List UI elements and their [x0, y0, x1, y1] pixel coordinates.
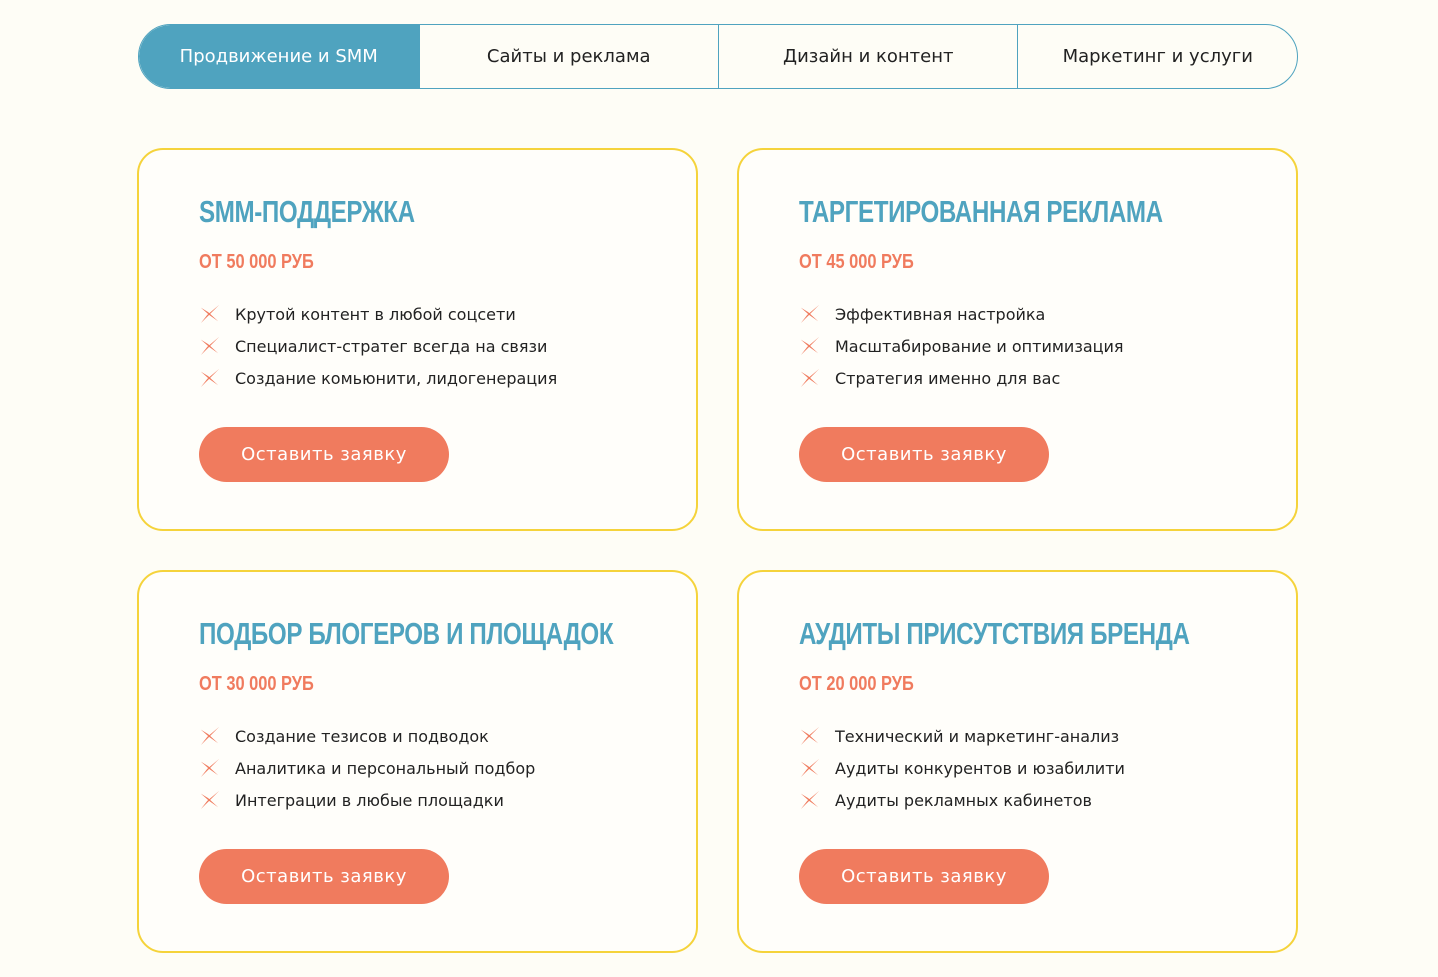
feature-text: Эффективная настройка	[835, 304, 1046, 324]
feature-item	[799, 298, 1124, 330]
feature-text: Создание тезисов и подводок	[235, 726, 489, 746]
four-point-star-icon	[799, 725, 821, 747]
card-title: SMM-ПОДДЕРЖКА	[199, 194, 415, 229]
four-point-star-icon	[199, 725, 221, 747]
tab-marketing-services[interactable]: Маркетинг и услуги	[1017, 25, 1297, 88]
four-point-star-icon	[799, 367, 821, 389]
service-card-bloggers	[137, 570, 698, 953]
feature-list	[799, 298, 1124, 394]
feature-text: Интеграции в любые площадки	[235, 790, 504, 810]
feature-item	[199, 784, 535, 816]
four-point-star-icon	[199, 757, 221, 779]
tab-promotion-smm[interactable]: Продвижение и SMM	[139, 25, 419, 88]
feature-text: Крутой контент в любой соцсети	[235, 304, 516, 324]
feature-item	[199, 362, 557, 394]
feature-item	[799, 752, 1125, 784]
four-point-star-icon	[799, 335, 821, 357]
feature-list	[799, 720, 1125, 816]
service-category-tabs	[138, 24, 1298, 89]
request-button[interactable]: Оставить заявку	[799, 849, 1049, 904]
service-card-smm	[137, 148, 698, 531]
feature-item	[799, 720, 1125, 752]
card-price: ОТ 30 000 РУБ	[199, 673, 314, 695]
feature-list	[199, 720, 535, 816]
feature-item	[199, 720, 535, 752]
card-price: ОТ 20 000 РУБ	[799, 673, 914, 695]
feature-text: Аналитика и персональный подбор	[235, 758, 536, 778]
feature-text: Масштабирование и оптимизация	[835, 336, 1124, 356]
four-point-star-icon	[199, 367, 221, 389]
service-card-targeted-ads	[737, 148, 1298, 531]
feature-item	[199, 330, 557, 362]
four-point-star-icon	[199, 303, 221, 325]
tab-sites-ads[interactable]: Сайты и реклама	[419, 25, 718, 88]
card-title: ПОДБОР БЛОГЕРОВ И ПЛОЩАДОК	[199, 616, 614, 651]
tab-design-content[interactable]: Дизайн и контент	[718, 25, 1017, 88]
feature-text: Стратегия именно для вас	[835, 368, 1061, 388]
feature-text: Создание комьюнити, лидогенерация	[235, 368, 558, 388]
feature-item	[199, 298, 557, 330]
card-price: ОТ 45 000 РУБ	[799, 251, 914, 273]
four-point-star-icon	[799, 303, 821, 325]
feature-text: Аудиты конкурентов и юзабилити	[835, 758, 1125, 778]
feature-text: Аудиты рекламных кабинетов	[835, 790, 1092, 810]
feature-list	[199, 298, 557, 394]
card-title: АУДИТЫ ПРИСУТСТВИЯ БРЕНДА	[799, 616, 1190, 651]
service-card-brand-audit	[737, 570, 1298, 953]
request-button[interactable]: Оставить заявку	[799, 427, 1049, 482]
request-button[interactable]: Оставить заявку	[199, 427, 449, 482]
feature-text: Технический и маркетинг-анализ	[835, 726, 1120, 746]
card-title: ТАРГЕТИРОВАННАЯ РЕКЛАМА	[799, 194, 1163, 229]
feature-item	[199, 752, 535, 784]
card-price: ОТ 50 000 РУБ	[199, 251, 314, 273]
request-button[interactable]: Оставить заявку	[199, 849, 449, 904]
feature-item	[799, 784, 1125, 816]
feature-text: Специалист-стратег всегда на связи	[235, 336, 548, 356]
feature-item	[799, 330, 1124, 362]
feature-item	[799, 362, 1124, 394]
four-point-star-icon	[799, 757, 821, 779]
four-point-star-icon	[199, 335, 221, 357]
four-point-star-icon	[799, 789, 821, 811]
four-point-star-icon	[199, 789, 221, 811]
